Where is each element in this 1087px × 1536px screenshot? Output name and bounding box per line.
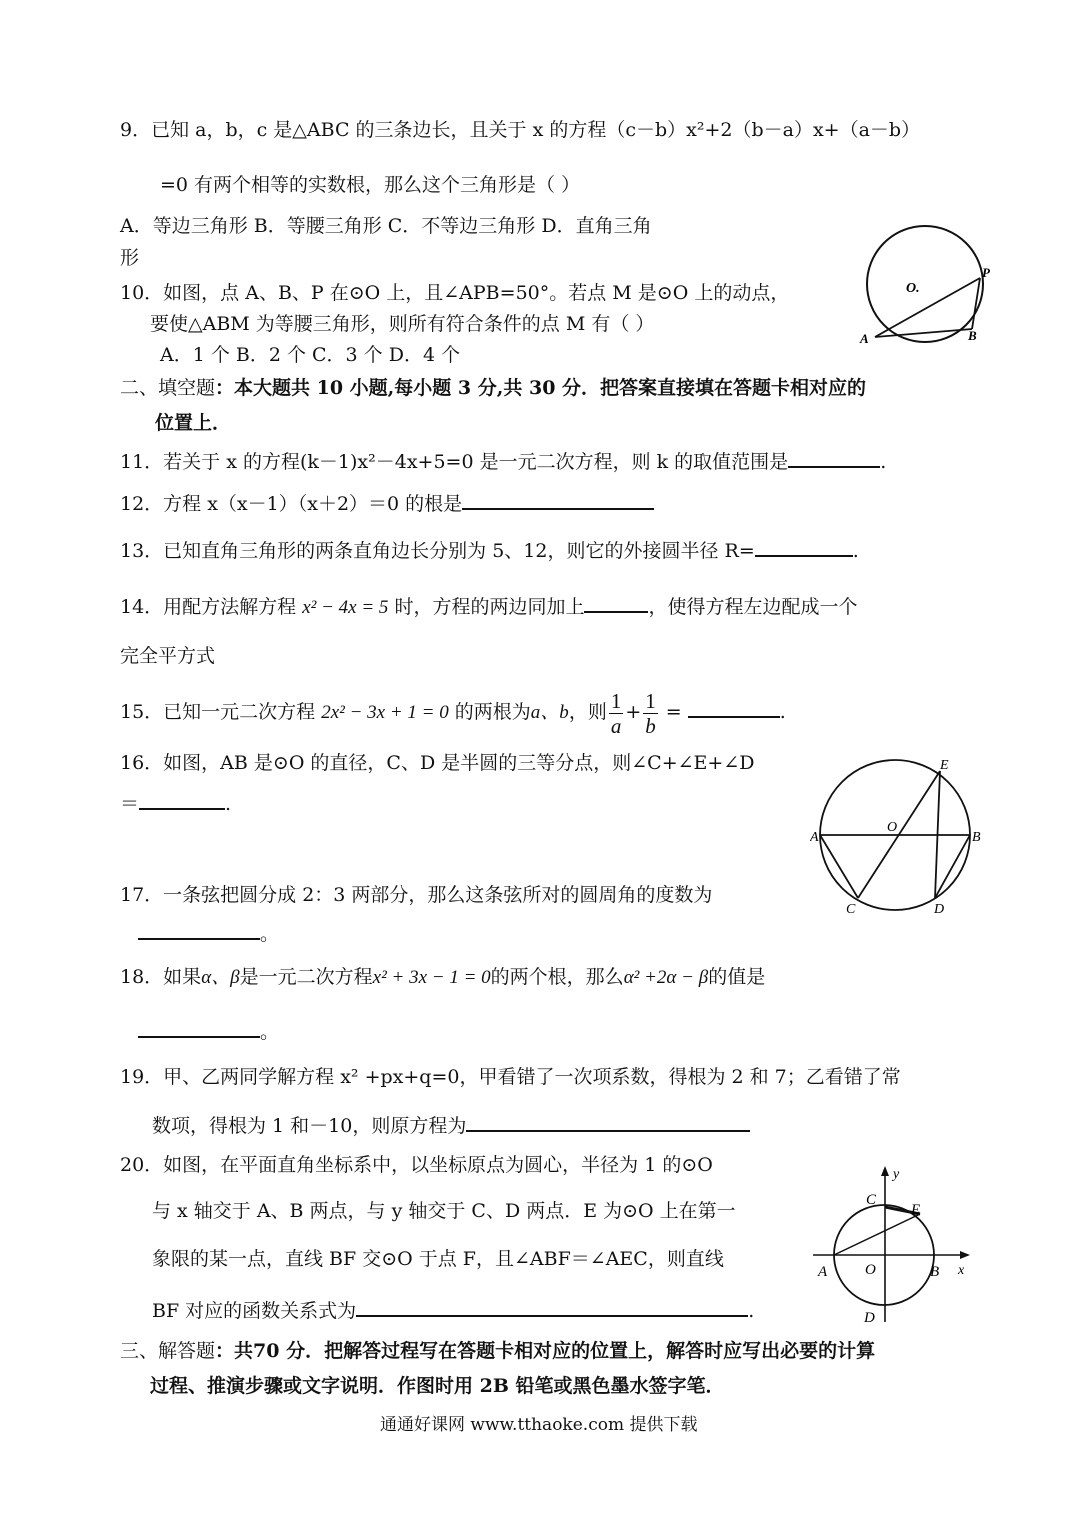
section3-prefix: 三、解答题 [120, 1340, 216, 1362]
q14-line1 [120, 591, 858, 621]
q15-frac2-den: b [645, 713, 656, 738]
q20-label-c: C [866, 1192, 877, 1208]
q15-frac1-den: a [610, 713, 622, 738]
q11-answer-blank[interactable] [788, 446, 880, 468]
q18-text-b: 是一元二次方程 [239, 966, 373, 988]
q10-line1: 10．如图，点 A、B、P 在⊙O 上，且∠APB=50°。若点 M 是⊙O 上的动点， [120, 282, 790, 304]
q10-label-p: P [982, 265, 990, 280]
q20-label-a: A [818, 1264, 828, 1280]
q19-text: 数项，得根为 1 和－10，则原方程为 [152, 1115, 467, 1137]
q18-text-c: 的两个根，那么 [490, 966, 624, 988]
q16-answer-blank[interactable] [139, 788, 225, 810]
q10-label-o: O. [906, 281, 920, 296]
q20-figure [808, 1162, 983, 1330]
q9-options-wrap: 形 [120, 247, 140, 269]
section3-line1 [120, 1338, 875, 1364]
q18-equation: x² + 3x − 1 = 0 [372, 967, 491, 988]
q15-frac2-num: 1 [645, 688, 656, 713]
q18-text-d: 的值是 [708, 966, 766, 988]
q17-answer-blank[interactable] [138, 918, 260, 940]
q17-line2 [138, 918, 279, 947]
q20-label-x: x [958, 1263, 965, 1278]
q11-tail: . [880, 451, 887, 473]
q14-text-a: 14．用配方法解方程 [120, 596, 303, 618]
q16-line1: 16．如图，AB 是⊙O 的直径，C、D 是半圆的三等分点，则∠C+∠E+∠D [120, 752, 755, 774]
q16-label-a: A [810, 830, 819, 845]
q9-line1: 9．已知 a，b，c 是△ABC 的三条边长，且关于 x 的方程（c－b）x²+2（b－a）x+（a－b） [120, 119, 921, 141]
q20-label-e: E [911, 1202, 921, 1218]
q15-text-b: 的两根为 [448, 701, 531, 723]
q10-line2: 要使△ABM 为等腰三角形，则所有符合条件的点 M 有（ ） [150, 313, 655, 335]
q13-line [120, 535, 859, 564]
q18-answer-blank[interactable] [138, 1016, 260, 1038]
q19-line1: 19．甲、乙两同学解方程 x² +px+q=0，甲看错了一次项系数，得根为 2 和 7；乙看错了常 [120, 1066, 901, 1088]
q9-line2: =0 有两个相等的实数根，那么这个三角形是（ ） [160, 174, 581, 196]
q20-answer-blank[interactable] [356, 1295, 748, 1317]
q20-label-o: O [865, 1262, 876, 1278]
q15-answer-blank[interactable] [688, 696, 780, 718]
q15-text-c: ，则 [568, 701, 607, 723]
q20-label-y: y [893, 1167, 900, 1182]
q20-line4 [152, 1295, 754, 1324]
q20-line1: 20．如图，在平面直角坐标系中，以坐标原点为圆心，半径为 1 的⊙O [120, 1154, 713, 1176]
q18-expression: α² +2α − β [623, 967, 709, 988]
footer: 通通好课网 www.tthaoke.com 提供下载 [380, 1415, 698, 1435]
q19-answer-blank[interactable] [466, 1110, 750, 1132]
q15-fraction-2 [643, 689, 658, 738]
q14-equation: x² − 4x = 5 [302, 597, 389, 618]
q9-options: A．等边三角形 B．等腰三角形 C．不等边三角形 D．直角三角 [120, 215, 652, 237]
q17-line1: 17．一条弦把圆分成 2：3 两部分，那么这条弦所对的圆周角的度数为 [120, 884, 713, 906]
q15-line: 15．已知一元二次方程 2x² − 3x + 1 = 0 的两根为a、b，则 $\frac{1}{a}$ + $\frac{1}{b}$ = . [120, 688, 786, 738]
q16-label-e: E [940, 758, 949, 773]
section2-prefix: 二、填空题 [120, 377, 216, 399]
q13-answer-blank[interactable] [755, 535, 853, 557]
q16-tail: . [225, 793, 232, 815]
q13-tail: . [852, 540, 859, 562]
q18-tail: 。 [260, 1021, 280, 1043]
q16-label-c: C [846, 902, 856, 917]
q20-tail: . [748, 1300, 755, 1322]
q10-label-a: A [860, 331, 869, 346]
q18-line2 [138, 1016, 279, 1045]
q10-label-b: B [968, 328, 977, 343]
q10-options: A．1 个 B．2 个 C．3 个 D．4 个 [160, 344, 461, 366]
q15-roots: a、b [530, 702, 569, 723]
q11-text: 11．若关于 x 的方程(k－1)x²－4x+5=0 是一元二次方程，则 k 的取值范围是 [120, 451, 789, 473]
q15-equation: 2x² − 3x + 1 = 0 [321, 702, 449, 723]
q20-text: BF 对应的函数关系式为 [152, 1300, 357, 1322]
q15-frac1-num: 1 [610, 688, 622, 713]
q12-line [120, 488, 654, 517]
q13-text: 13．已知直角三角形的两条直角边长分别为 5、12，则它的外接圆半径 R= [120, 540, 755, 562]
q19-line2 [152, 1110, 750, 1139]
q12-answer-blank[interactable] [462, 488, 654, 510]
q16-label-b: B [972, 830, 981, 845]
q14-text-b: 时，方程的两边同加上 [388, 596, 585, 618]
q20-label-b: B [930, 1264, 940, 1280]
section3-text: ：共70 分．把解答过程写在答题卡相对应的位置上，解答时应写出必要的计算 [215, 1340, 876, 1362]
q15-fraction-1 [609, 689, 624, 738]
q17-tail: 。 [260, 923, 280, 945]
q15-tail: . [779, 701, 786, 723]
q18-line1 [120, 964, 765, 991]
section2-line2: 位置上． [155, 412, 232, 434]
q14-answer-blank[interactable] [584, 591, 648, 613]
q18-roots: α、β [201, 967, 240, 988]
q12-text: 12．方程 x（x－1）（x＋2）＝0 的根是 [120, 493, 463, 515]
q18-text-a: 18．如果 [120, 966, 202, 988]
q20-line2: 与 x 轴交于 A、B 两点，与 y 轴交于 C、D 两点．E 为⊙O 上在第一 [152, 1200, 736, 1222]
q16-prefix: ＝ [120, 793, 140, 815]
section3-line2: 过程、推演步骤或文字说明．作图时用 2B 铅笔或黑色墨水签字笔． [150, 1375, 725, 1397]
q15-text-a: 15．已知一元二次方程 [120, 701, 322, 723]
q16-label-o: O [887, 820, 898, 835]
q20-line3: 象限的某一点，直线 BF 交⊙O 于点 F，且∠ABF＝∠AEC，则直线 [152, 1248, 724, 1270]
q10-figure [850, 222, 1000, 352]
q16-figure [810, 755, 990, 925]
section2-text: ：本大题共 10 小题,每小题 3 分,共 30 分．把答案直接填在答题卡相对应的 [215, 377, 867, 399]
q16-label-d: D [934, 902, 945, 917]
section2-line1 [120, 375, 866, 401]
q20-label-d: D [864, 1310, 875, 1326]
q14-text-c: ，使得方程左边配成一个 [648, 596, 858, 618]
q11-line [120, 446, 886, 475]
q14-line2: 完全平方式 [120, 645, 216, 667]
q16-line2 [120, 788, 231, 817]
